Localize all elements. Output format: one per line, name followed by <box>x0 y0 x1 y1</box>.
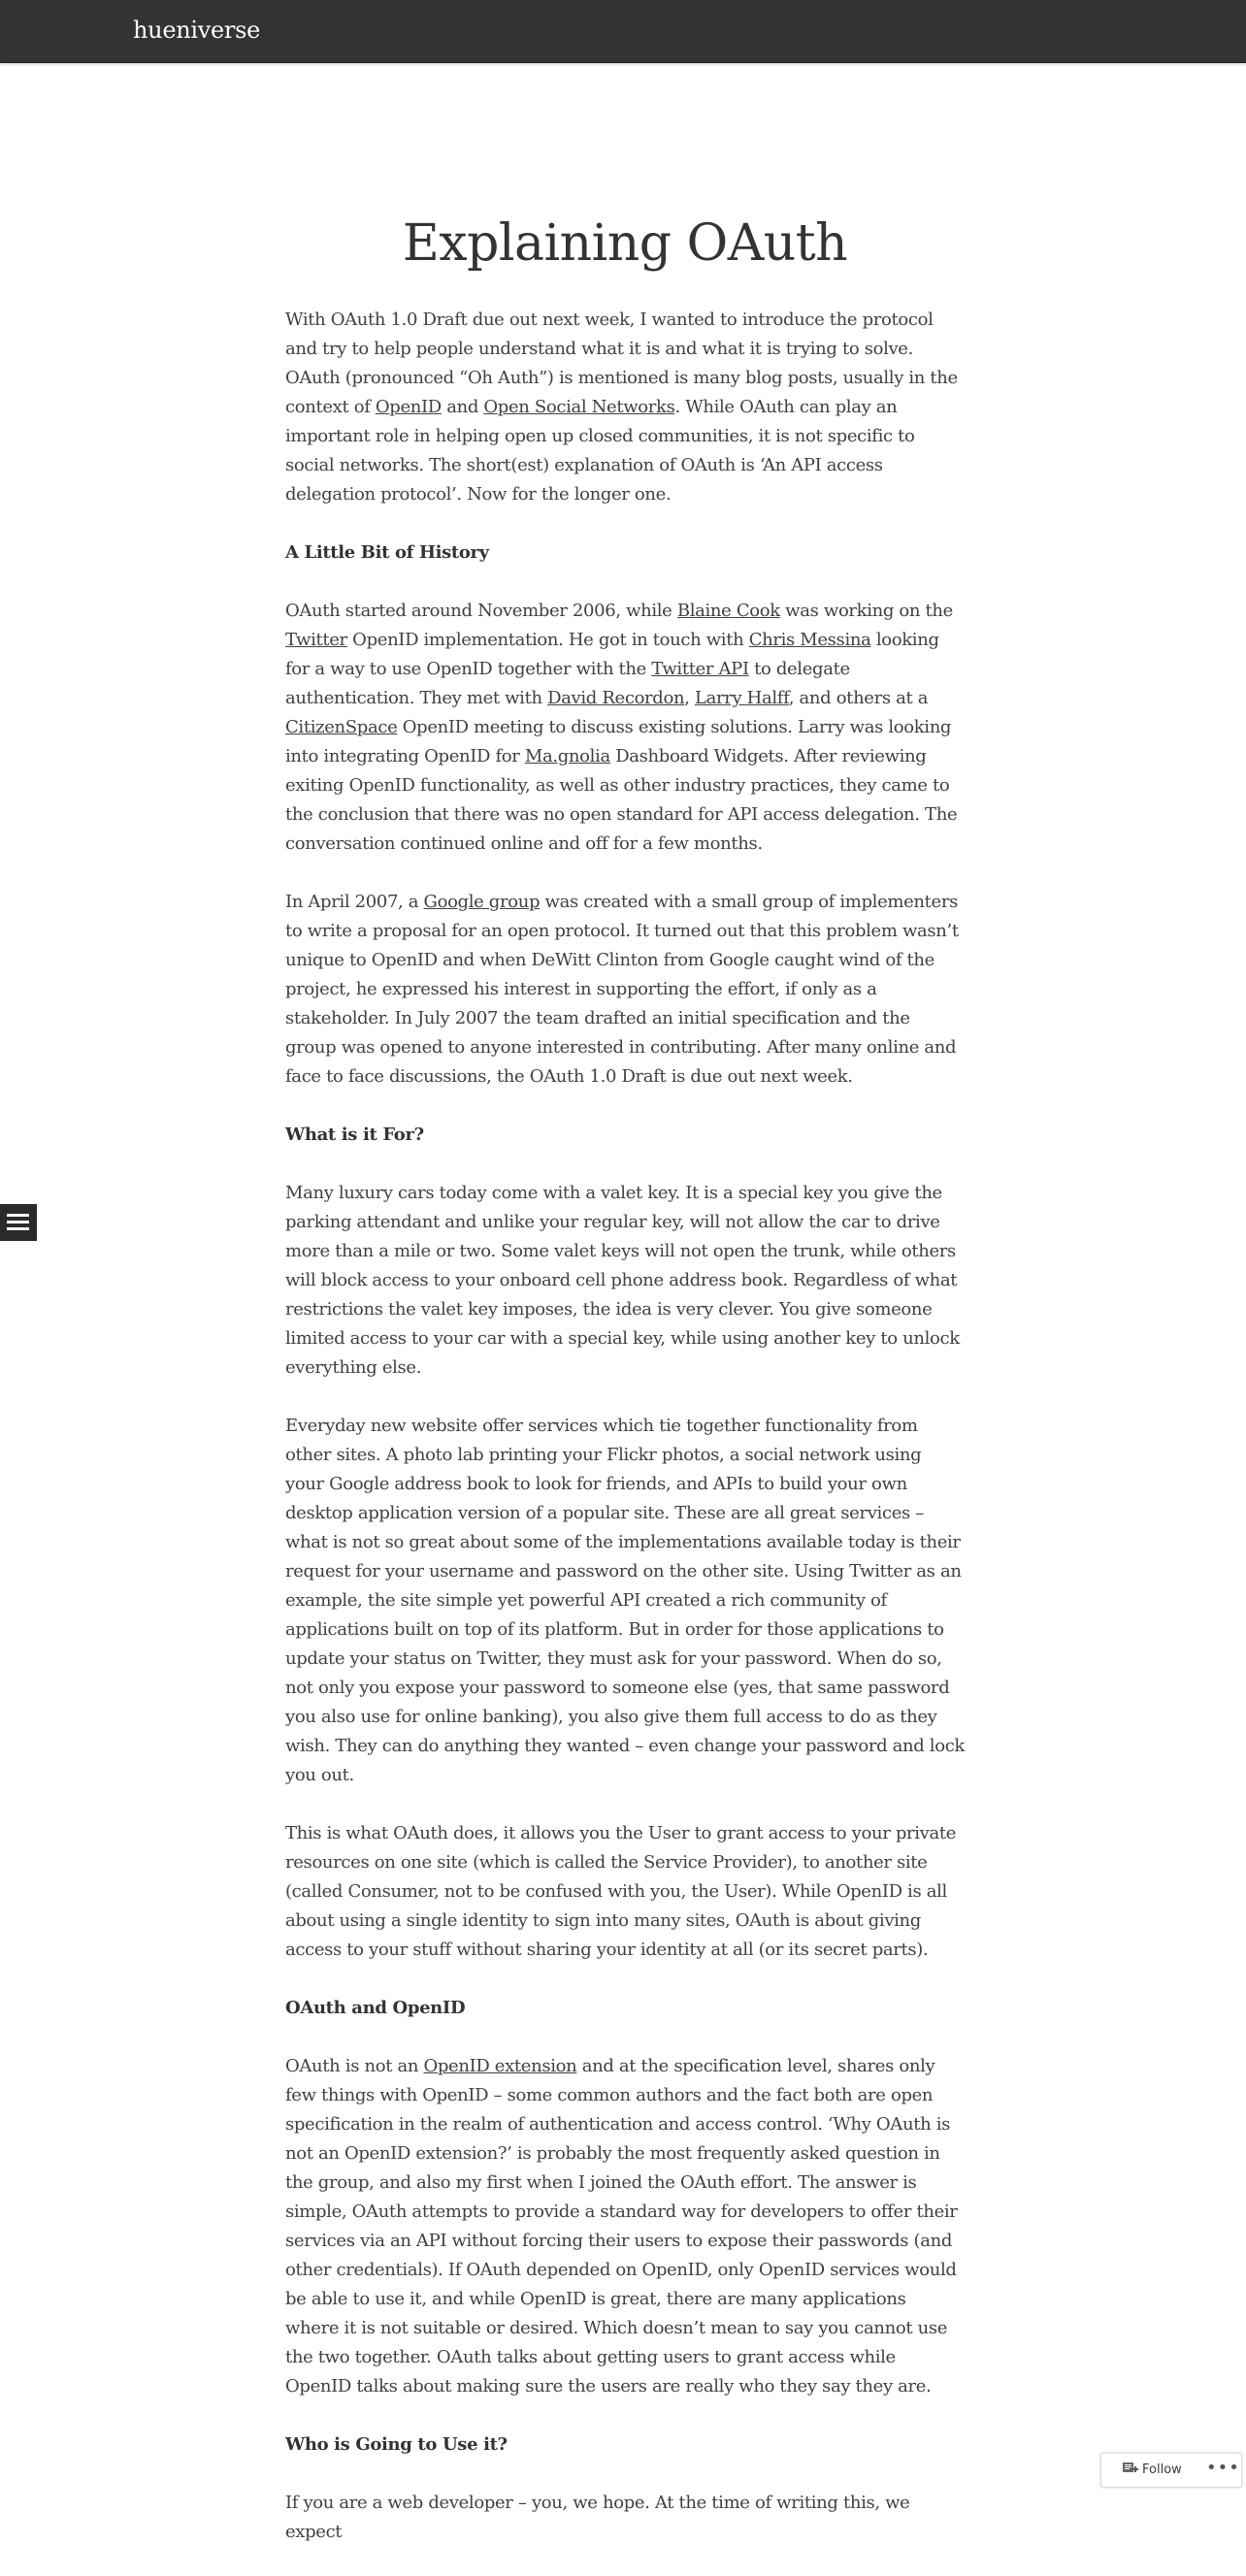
paragraph-text: Everyday new website offer services which tie together functionality from other sites. A photo lab printing your Flickr photos, a social network using your Google address book to look for friends, and APIs to build your own desktop application version of a popular site. These are all great services – what is not so great about some of the implementations available today is their request for your username and password on the other site. Using Twitter as an example, the site simple yet powerful API created a rich community of applications built on top of its platform. But in order for those applications to update your status on Twitter, they must ask for your password. When do so, not only you expose your password to someone else (yes, that same password you also use for online banking), you also give them full access to do as they wish. They can do anything they wanted – even change your password and lock you out. <box>285 1416 965 1785</box>
paragraph <box>285 306 965 509</box>
wordpress-follow-icon <box>1123 2462 1138 2475</box>
heading-text: What is it For? <box>285 1125 424 1145</box>
more-options-button[interactable]: ••• <box>1206 2458 1240 2478</box>
hamburger-menu-icon <box>7 1214 29 1217</box>
paragraph-text: With OAuth 1.0 Draft due out next week, I wanted to introduce the protocol and try to help people understand what it is and what it is trying to solve. OAuth (pronounced “Oh Auth”) is mentioned is many blog posts, usually in the context of <box>285 310 958 417</box>
paragraph <box>285 597 965 859</box>
paragraph-text: If you are a web developer – you, we hope. At the time of writing this, we expect <box>285 2493 910 2542</box>
section-heading <box>285 538 965 568</box>
inline-link[interactable]: Twitter API <box>651 659 749 679</box>
follow-widget <box>1100 2453 1242 2488</box>
inline-link[interactable]: Ma.gnolia <box>524 746 610 766</box>
inline-link[interactable]: OpenID extension <box>423 2056 577 2076</box>
paragraph-text: OpenID meeting to discuss existing solutions. Larry was looking into integrating OpenID for <box>285 717 952 766</box>
article <box>285 209 965 2576</box>
section-heading <box>285 1121 965 1150</box>
section-heading <box>285 2430 965 2460</box>
site-title-link[interactable]: hueniverse <box>133 16 261 44</box>
post-body <box>285 306 965 2547</box>
inline-link[interactable]: Twitter <box>285 630 347 650</box>
follow-button[interactable] <box>1123 2462 1182 2477</box>
post-title: Explaining OAuth <box>402 214 848 273</box>
paragraph <box>285 888 965 1092</box>
paragraph-text: This is what OAuth does, it allows you the User to grant access to your private resources on one site (which is called the Service Provider), to another site (called Consumer, not to be confused with you, the User). While OpenID is all about using a single identity to sign into many sites, OAuth is about giving access to your stuff without sharing your identity at all (or its secret parts). <box>285 1823 957 1960</box>
inline-link[interactable]: Blaine Cook <box>676 601 780 621</box>
paragraph-text: Many luxury cars today come with a valet key. It is a special key you give the parking attendant and unlike your regular key, will not allow the car to drive more than a mile or two. Some valet keys will not open the trunk, while others will block access to your onboard cell phone address book. Regardless of what restrictions the valet key imposes, the idea is very clever. You give someone limited access to your car with a special key, while using another key to unlock everything else. <box>285 1183 960 1378</box>
paragraph <box>285 2052 965 2401</box>
paragraph-text: OAuth started around November 2006, while <box>285 601 677 621</box>
paragraph-text: and at the specification level, shares only few things with OpenID – some common authors and the fact both are open specification in the realm of authentication and access control. ‘Why OAuth is not an OpenID extension?’ is probably the most frequently asked question in the group, and also my first when I joined the OAuth effort. The answer is simple, OAuth attempts to provide a standard way for developers to offer their services via an API without forcing their users to expose their passwords (and other credentials). If OAuth depended on OpenID, only OpenID services would be able to use it, and while OpenID is great, there are many applications where it is not suitable or desired. Which doesn’t mean to say you cannot use the two together. OAuth talks about getting users to grant access while OpenID talks about making sure the users are really who they say they are. <box>285 2056 958 2397</box>
inline-link[interactable]: Chris Messina <box>748 630 871 650</box>
top-bar <box>0 0 1246 63</box>
paragraph-text: and <box>441 397 484 417</box>
paragraph-text: was created with a small group of implementers to write a proposal for an open protocol. It turned out that this problem wasn’t unique to OpenID and when DeWitt Clinton from Google caught wind of the project, he expressed his interest in supporting the effort, if only as a stakeholder. In July 2007 the team drafted an initial specification and the group was opened to anyone interested in contributing. After many online and face to face discussions, the OAuth 1.0 Draft is due out next week. <box>285 892 959 1087</box>
paragraph-text: was working on the <box>779 601 953 621</box>
inline-link[interactable]: OpenID <box>375 397 442 417</box>
paragraph-text: OpenID implementation. He got in touch with <box>346 630 749 650</box>
inline-link[interactable]: David Recordon <box>547 688 685 708</box>
paragraph-text: OAuth is not an <box>285 2056 424 2076</box>
paragraph-text: . While OAuth can play an important role in helping open up closed communities, it is not specific to social networks. The short(est) explanation of OAuth is ‘An API access delegation protocol’. Now for the longer one. <box>285 397 915 505</box>
inline-link[interactable]: CitizenSpace <box>285 717 398 737</box>
paragraph-text: , <box>684 688 695 708</box>
paragraph <box>285 1819 965 1965</box>
paragraph <box>285 1179 965 1383</box>
heading-text: A Little Bit of History <box>285 542 489 563</box>
menu-toggle-button[interactable] <box>0 1204 37 1241</box>
hamburger-menu-icon-bar <box>7 1227 29 1230</box>
inline-link[interactable]: Google group <box>423 892 541 912</box>
inline-link[interactable]: Open Social Networks <box>483 397 675 417</box>
paragraph <box>285 2489 965 2547</box>
paragraph <box>285 1412 965 1790</box>
section-heading <box>285 1994 965 2023</box>
heading-text: Who is Going to Use it? <box>285 2434 508 2455</box>
paragraph-text: Dashboard Widgets. After reviewing exiting OpenID functionality, as well as other industry practices, they came to the conclusion that there was no open standard for API access delegation. The conversation continued online and off for a few months. <box>285 746 958 854</box>
heading-text: OAuth and OpenID <box>285 1998 466 2018</box>
hamburger-menu-icon-bar <box>7 1221 29 1223</box>
paragraph-text: , and others at a <box>788 688 929 708</box>
paragraph-text: to delegate authentication. They met with <box>285 659 850 708</box>
follow-label: Follow <box>1142 2462 1182 2477</box>
paragraph-text: looking for a way to use OpenID together with the <box>285 630 939 679</box>
paragraph-text: In April 2007, a <box>285 892 424 912</box>
inline-link[interactable]: Larry Halff <box>694 688 789 708</box>
